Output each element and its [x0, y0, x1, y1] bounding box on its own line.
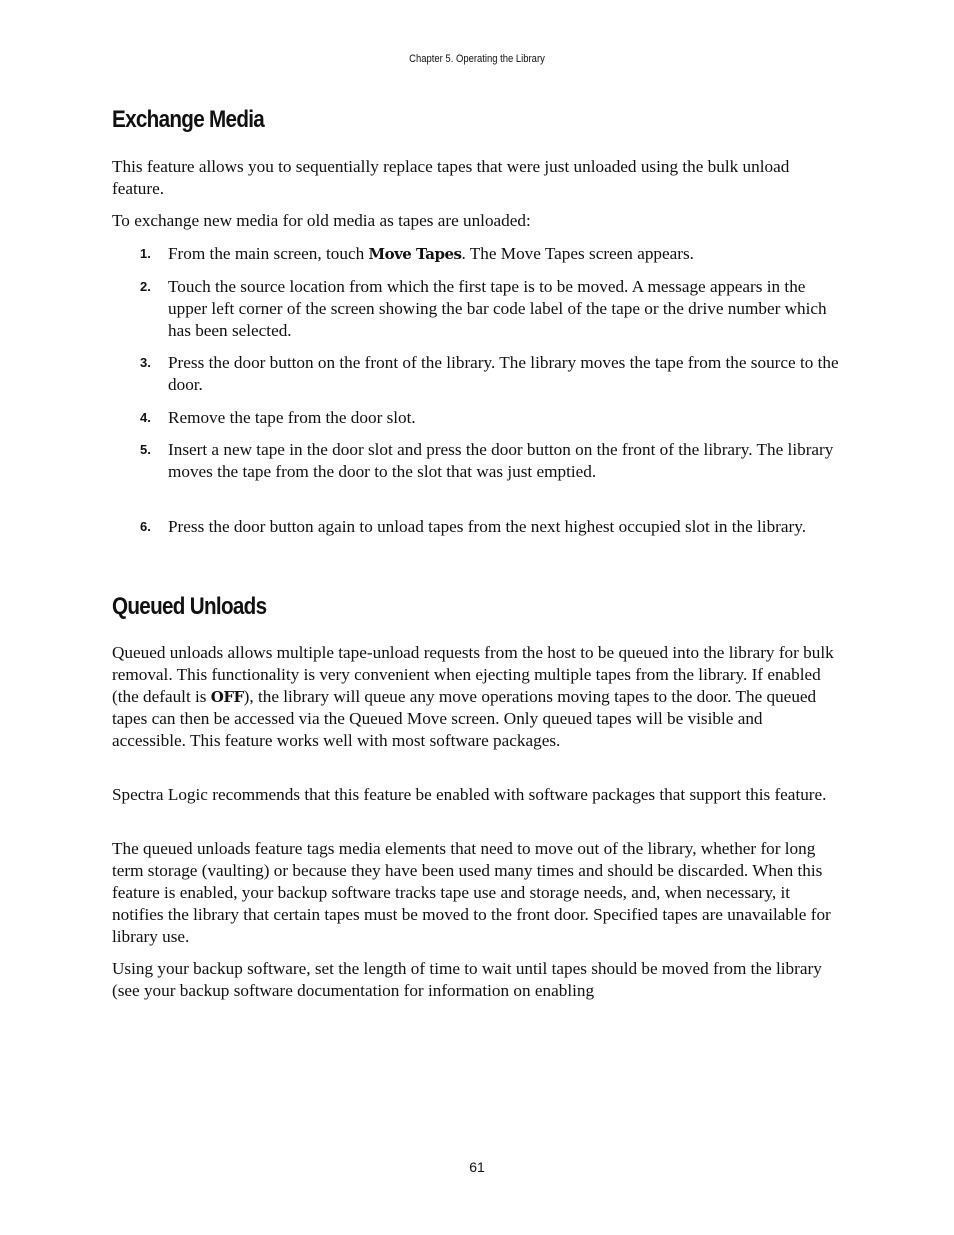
- exchange-media-intro: This feature allows you to sequentially replace tapes that were just unloaded using the bulk unload feature.: [112, 157, 790, 198]
- step-number: 3.: [140, 355, 151, 370]
- queued-unloads-description: The queued unloads feature tags media elements that need to move out of the library, whether for long term storage (vaulting) or because they have been used many times and should be discarded. When this feature is enabled, your backup software tracks tape use and storage needs, and, when necessary, it notifies the library that certain tapes must be moved to the front door. Specified tapes are unavailable for library use.: [112, 839, 831, 946]
- step-item: [140, 276, 840, 342]
- move-tapes-term: Move Tapes: [368, 245, 462, 263]
- queued-unloads-backup-software: Using your backup software, set the length of time to wait until tapes should be moved from the library (see your backup software documentation for information on enabling: [112, 959, 822, 1000]
- page-number: 61: [469, 1159, 485, 1175]
- step-text: Touch the source location from which the first tape is to be moved. A message appears in the upper left corner of the screen showing the bar code label of the tape or the drive number which has been selected.: [168, 277, 827, 340]
- queued-unloads-paragraph: Queued unloads allows multiple tape-unload requests from the host to be queued into the library for bulk removal. This functionality is very convenient when ejecting multiple tapes from the library. If enabled (the default is OFF), the library will queue any move operations moving tapes to the door. The queued tapes can then be accessed via the Queued Move screen. Only queued tapes will be visible and accessible. This feature works well with most software packages.: [112, 643, 834, 750]
- step-item: [140, 439, 840, 483]
- step-number: 2.: [140, 279, 151, 294]
- section-heading-exchange-media: Exchange Media: [112, 106, 265, 133]
- section-heading-queued-unloads: Queued Unloads: [112, 593, 267, 620]
- step-item: [140, 516, 840, 538]
- step-text: Insert a new tape in the door slot and press the door button on the front of the library. The library moves the tape from the door to the slot that was just emptied.: [168, 440, 834, 481]
- step-item: [140, 352, 840, 396]
- step-number: 4.: [140, 410, 151, 425]
- step-item: [140, 243, 840, 265]
- step-number: 6.: [140, 519, 151, 534]
- step-text: Press the door button on the front of the library. The library moves the tape from the source to the door.: [168, 353, 839, 394]
- running-header: Chapter 5. Operating the Library: [409, 53, 545, 65]
- exchange-media-lead-in: To exchange new media for old media as tapes are unloaded:: [112, 211, 531, 230]
- step-text: Press the door button again to unload tapes from the next highest occupied slot in the library.: [168, 517, 807, 536]
- step-item: [140, 407, 840, 429]
- step-text: Remove the tape from the door slot.: [168, 408, 416, 427]
- step-number: 1.: [140, 246, 151, 261]
- step-text: From the main screen, touch Move Tapes. The Move Tapes screen appears.: [168, 244, 694, 263]
- step-number: 5.: [140, 442, 151, 457]
- off-term: OFF: [210, 688, 244, 706]
- queued-unloads-recommendation: Spectra Logic recommends that this feature be enabled with software packages that support this feature.: [112, 785, 827, 804]
